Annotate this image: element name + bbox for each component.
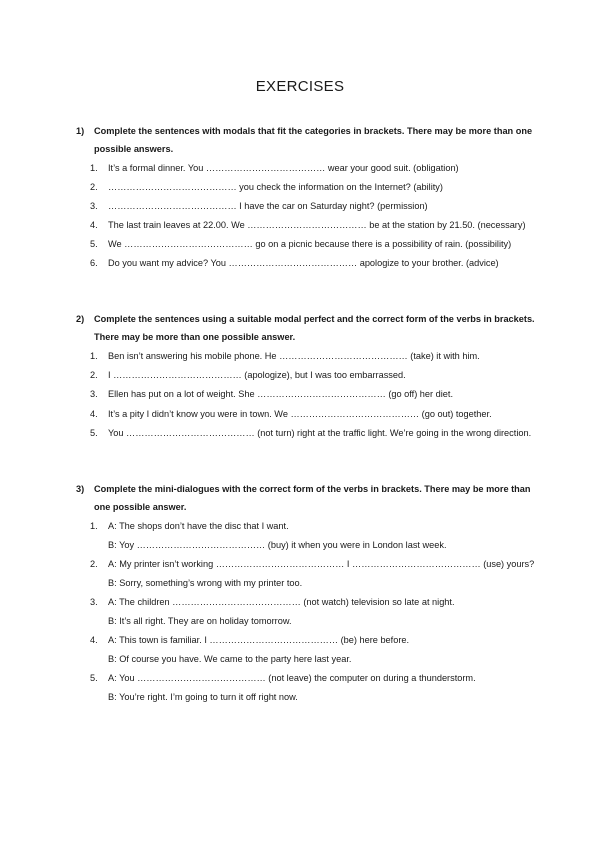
- item-text: Do you want my advice? You …………………………………… apologize to your brother. (advice): [108, 258, 499, 268]
- dialogue-line-b: B: Yoy …………………………………… (buy) it when you were in London last week.: [108, 540, 447, 550]
- dialogue-line-b: B: Of course you have. We came to the party here last year.: [108, 654, 352, 664]
- item-number: 3.: [90, 389, 98, 399]
- instruction-text: Complete the sentences using a suitable modal perfect and the correct form of the verbs in brackets. There may be more than one possible answer.: [94, 314, 535, 342]
- item-text: I …………………………………… (apologize), but I was too embarrassed.: [108, 370, 406, 380]
- section-number: 2): [76, 314, 85, 324]
- item-text: Ellen has put on a lot of weight. She …………………………………… (go off) her diet.: [108, 389, 454, 399]
- dialogue-line-a: A: This town is familiar. I …………………………………… (be) here before.: [108, 635, 410, 645]
- item-text: The last train leaves at 22.00. We ………………………………… be at the station by 21.50. (necessary): [108, 220, 526, 230]
- item-number: 6.: [90, 258, 98, 268]
- dialogue-line-b: B: You’re right. I’m going to turn it off right now.: [108, 692, 298, 702]
- item-number: 1.: [90, 163, 98, 173]
- item-text: Ben isn’t answering his mobile phone. He …………………………………… (take) it with him.: [108, 351, 480, 361]
- item-text: We …………………………………… go on a picnic because there is a possibility of rain. (possibility): [108, 239, 512, 249]
- item-text: You …………………………………… (not turn) right at the traffic light. We’re going in the wrong direction.: [108, 428, 532, 438]
- dialogue-line-a: A: The shops don’t have the disc that I want.: [108, 521, 289, 531]
- dialogue-line-a: A: You …………………………………… (not leave) the computer on during a thunderstorm.: [108, 673, 476, 683]
- dialogue-line-a: A: The children …………………………………… (not watch) television so late at night.: [108, 597, 455, 607]
- item-number: 1.: [90, 521, 98, 531]
- section-number: 3): [76, 484, 85, 494]
- item-number: 5.: [90, 428, 98, 438]
- section-1-instruction: [76, 122, 536, 158]
- instruction-text: Complete the sentences with modals that fit the categories in brackets. There may be more than one possible answers.: [94, 126, 533, 154]
- page-title: EXERCISES: [255, 78, 345, 95]
- section-3-instruction: [76, 480, 536, 516]
- dialogue-line-b: B: It’s all right. They are on holiday tomorrow.: [108, 616, 292, 626]
- item-number: 2.: [90, 559, 98, 569]
- item-number: 4.: [90, 409, 98, 419]
- item-number: 1.: [90, 351, 98, 361]
- item-number: 4.: [90, 220, 98, 230]
- dialogue-line-a: A: My printer isn’t working …………………………………… I …………………………………… (use) yours?: [108, 559, 535, 569]
- dialogue-line-b: B: Sorry, something’s wrong with my printer too.: [108, 578, 303, 588]
- item-text: …………………………………… I have the car on Saturday night? (permission): [108, 201, 428, 211]
- item-number: 2.: [90, 370, 98, 380]
- section-number: 1): [76, 126, 85, 136]
- item-number: 3.: [90, 201, 98, 211]
- instruction-text: Complete the mini-dialogues with the correct form of the verbs in brackets. There may be more than one possible answer.: [94, 484, 531, 512]
- item-number: 4.: [90, 635, 98, 645]
- item-number: 3.: [90, 597, 98, 607]
- section-2-instruction: [76, 310, 536, 346]
- item-number: 5.: [90, 239, 98, 249]
- item-number: 5.: [90, 673, 98, 683]
- item-text: …………………………………… you check the information on the Internet? (ability): [108, 182, 443, 192]
- item-text: It’s a formal dinner. You ………………………………… wear your good suit. (obligation): [108, 163, 459, 173]
- item-text: It’s a pity I didn’t know you were in town. We …………………………………… (go out) together.: [108, 409, 492, 419]
- item-number: 2.: [90, 182, 98, 192]
